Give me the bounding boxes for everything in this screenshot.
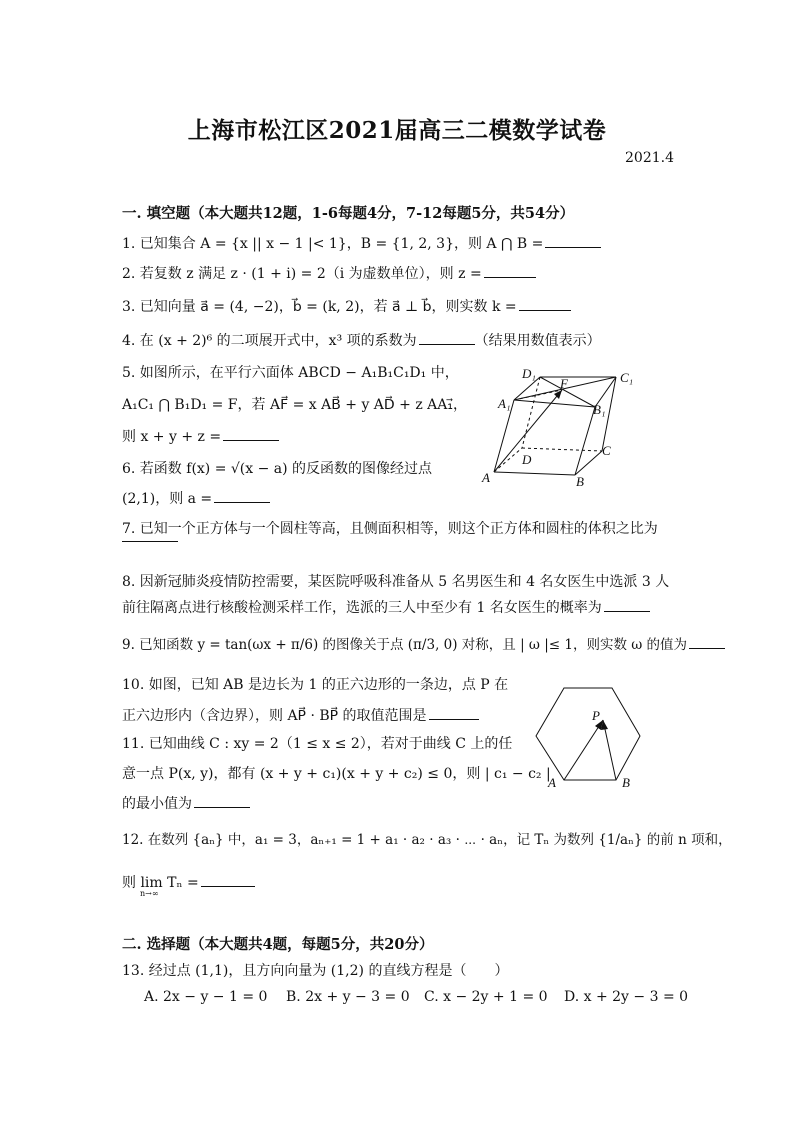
- question-8-line1: 8. 因新冠肺炎疫情防控需要，某医院呼吸科准备从 5 名男医生和 4 名女医生中选派 3 人: [122, 574, 670, 590]
- question-9: [122, 633, 725, 653]
- question-9-text: 9. 已知函数 y = tan(ωx + π/6) 的图像关于点 (π/3, 0) 对称，且 | ω |≤ 1，则实数 ω 的值为: [122, 637, 688, 653]
- question-11-line2: 意一点 P(x, y)，都有 (x + y + c₁)(x + y + c₂) ≤ 0，则 | c₁ − c₂ |: [122, 766, 551, 782]
- question-1-text: 1. 已知集合 A = {x || x − 1 |< 1}，B = {1, 2, 3}，则 A ⋂ B =: [122, 236, 544, 252]
- hidden-edge-d1d: [522, 377, 540, 448]
- label-b1: B₁: [593, 402, 606, 417]
- answer-blank: [122, 541, 178, 542]
- question-11-line3: [122, 793, 250, 813]
- question-2: [122, 263, 536, 283]
- answer-blank: [604, 597, 650, 612]
- question-5-text: 则 x + y + z =: [122, 429, 222, 445]
- question-13-stem: 13. 经过点 (1,1)，且方向向量为 (1,2) 的直线方程是（ ）: [122, 963, 509, 979]
- label-c1: C₁: [620, 370, 634, 385]
- question-8-text: 前往隔离点进行核酸检测采样工作，选派的三人中至少有 1 名女医生的概率为: [122, 600, 602, 616]
- label-a1: A₁: [498, 396, 511, 411]
- label-p: P: [592, 708, 600, 723]
- option-d: D. x + 2y − 3 = 0: [564, 989, 689, 1005]
- label-b: B: [576, 474, 584, 489]
- question-3-text: 3. 已知向量 a⃗ = (4, −2)，b⃗ = (k, 2)，若 a⃗ ⊥ b⃗，则实数 k =: [122, 299, 517, 315]
- question-4-note: （结果用数值表示）: [474, 333, 601, 349]
- question-10-text: 正六边形内（含边界），则 AP⃗ · BP⃗ 的取值范围是: [122, 708, 427, 724]
- hidden-edge-dc: [522, 448, 602, 451]
- label-c: C: [602, 443, 611, 458]
- label-b: B: [622, 775, 630, 790]
- question-5-line1: 5. 如图所示，在平行六面体 ABCD − A₁B₁C₁D₁ 中，: [122, 365, 459, 381]
- answer-blank: [689, 634, 725, 649]
- section2-heading: 二. 选择题（本大题共4题，每题5分，共20分）: [122, 936, 434, 953]
- question-5-line3: [122, 426, 279, 446]
- question-12-text: 则 lim Tₙ =: [122, 875, 199, 891]
- label-f: F: [560, 376, 568, 391]
- option-b: B. 2x + y − 3 = 0: [286, 989, 410, 1005]
- exam-date: 2021.4: [625, 150, 674, 166]
- question-7: 7. 已知一个正方体与一个圆柱等高，且侧面积相等，则这个正方体和圆柱的体积之比为: [122, 521, 658, 537]
- question-10-line2: [122, 705, 479, 725]
- edge-b1a1: [514, 400, 595, 407]
- answer-blank: [429, 705, 479, 720]
- vector-ap: [564, 720, 603, 780]
- question-6-line2: [122, 488, 270, 508]
- question-6-line1: 6. 若函数 f(x) = √(x − a) 的反函数的图像经过点: [122, 461, 433, 477]
- question-11-text: 的最小值为: [122, 796, 192, 812]
- question-2-text: 2. 若复数 z 满足 z · (1 + i) = 2（i 为虚数单位），则 z =: [122, 266, 482, 282]
- limit-subscript: n→∞: [140, 889, 159, 898]
- hidden-edge-ad: [494, 448, 522, 472]
- label-a: A: [482, 470, 490, 485]
- answer-blank: [194, 793, 250, 808]
- question-8-line2: [122, 597, 650, 617]
- answer-blank: [223, 426, 279, 441]
- question-12-line1: 12. 在数列 {aₙ} 中，a₁ = 3，aₙ₊₁ = 1 + a₁ · a₂ · a₃ · ⋯ · aₙ，记 Tₙ 为数列 {1/aₙ} 的前 n 项和，: [122, 832, 732, 848]
- question-4: [122, 330, 601, 350]
- regular-hexagon: [536, 688, 640, 780]
- label-a: A: [548, 775, 556, 790]
- label-d1: D₁: [522, 366, 536, 381]
- label-d: D: [522, 452, 532, 467]
- question-1: [122, 233, 601, 253]
- question-6-text: (2,1)，则 a =: [122, 491, 213, 507]
- question-4-text: 4. 在 (x + 2)⁶ 的二项展开式中，x³ 项的系数为: [122, 333, 417, 349]
- answer-blank: [214, 488, 270, 503]
- hexagon-figure: [528, 680, 652, 792]
- answer-blank: [484, 263, 536, 278]
- section1-heading: 一. 填空题（本大题共12题，1-6每题4分，7-12每题5分，共54分）: [122, 205, 575, 222]
- question-3: [122, 296, 571, 316]
- answer-blank: [419, 330, 475, 345]
- answer-blank: [545, 233, 601, 248]
- question-11-line1: 11. 已知曲线 C : xy = 2（1 ≤ x ≤ 2），若对于曲线 C 上的任: [122, 736, 513, 752]
- parallelepiped-figure: [480, 362, 650, 490]
- question-5-line2: A₁C₁ ⋂ B₁D₁ = F，若 AF⃗ = x AB⃗ + y AD⃗ + z AA₁⃗，: [122, 397, 467, 413]
- paper-title: 上海市松江区2021届高三二模数学试卷: [187, 117, 607, 144]
- answer-blank: [201, 872, 255, 887]
- option-a: A. 2x − y − 1 = 0: [144, 989, 268, 1005]
- question-10-line1: 10. 如图，已知 AB 是边长为 1 的正六边形的一条边，点 P 在: [122, 677, 509, 693]
- option-c: C. x − 2y + 1 = 0: [424, 989, 548, 1005]
- edge-b1b: [575, 407, 595, 475]
- edge-ab: [494, 472, 575, 475]
- answer-blank: [519, 296, 571, 311]
